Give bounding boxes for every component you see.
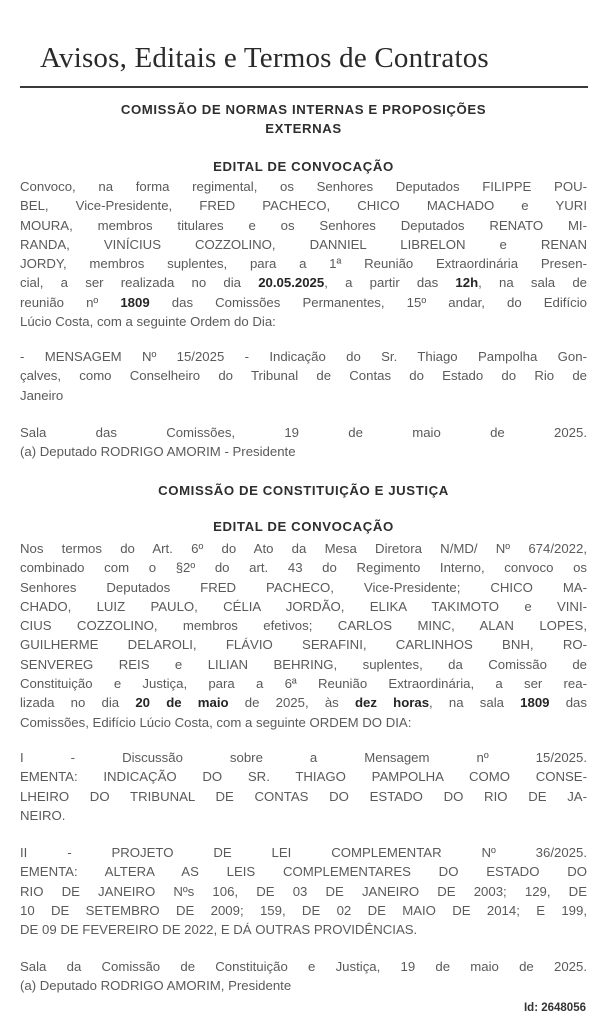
text-line bbox=[20, 481, 587, 500]
edital-heading bbox=[20, 517, 587, 536]
text-line bbox=[20, 957, 587, 976]
text-line bbox=[20, 196, 587, 215]
bold-text: 20 de maio bbox=[135, 695, 229, 711]
text-segment: - MENSAGEM Nº 15/2025 - Indicação do Sr. Thiago Pampolha Gon- bbox=[20, 349, 587, 364]
committee-heading bbox=[20, 481, 587, 500]
text-segment: JORDY, membros suplentes, para a 1ª Reunião Extraordinária Presen- bbox=[20, 256, 587, 272]
text-segment: Sala da Comissão de Constituição e Justiça, 19 de maio de 2025. bbox=[20, 959, 587, 974]
bold-text: 1809 bbox=[520, 695, 550, 711]
text-line bbox=[20, 616, 587, 635]
text-segment: EMENTA: ALTERA AS LEIS COMPLEMENTARES DO ESTADO DO bbox=[20, 864, 587, 880]
text-line bbox=[20, 882, 587, 901]
text-segment: SENVEREG REIS e LILIAN BEHRING, suplentes, da Comissão de bbox=[20, 656, 587, 672]
text-line bbox=[20, 767, 587, 786]
agenda-item bbox=[20, 748, 587, 825]
document-id: Id: 2648056 bbox=[523, 1002, 586, 1014]
text-segment: Nos termos do Art. 6º do Ato da Mesa Diretora N/MD/ Nº 674/2022, bbox=[20, 541, 587, 556]
convocation-text bbox=[20, 539, 587, 732]
text-segment: cial, a ser realizada no dia bbox=[20, 275, 259, 291]
signature bbox=[20, 957, 587, 996]
text-line bbox=[20, 100, 587, 119]
text-segment: LHEIRO DO TRIBUNAL DE CONTAS DO ESTADO DO RIO DE JA- bbox=[20, 788, 587, 804]
text-line bbox=[20, 119, 587, 138]
text-line bbox=[20, 635, 587, 654]
text-line bbox=[20, 235, 587, 254]
text-segment: reunião nº bbox=[20, 294, 121, 310]
text-line bbox=[20, 347, 587, 366]
text-segment: EDITAL DE CONVOCAÇÃO bbox=[213, 159, 394, 174]
text-segment: EMENTA: INDICAÇÃO DO SR. THIAGO PAMPOLHA COMO CONSE- bbox=[20, 769, 587, 785]
text-segment: , a partir das bbox=[324, 275, 456, 291]
text-segment: Janeiro bbox=[20, 387, 64, 403]
text-segment: das Comissões Permanentes, 15º andar, do Edifício bbox=[149, 294, 587, 310]
text-segment: combinado com o §2º do art. 43 do Regimento Interno, convoco os bbox=[20, 560, 587, 576]
text-line bbox=[20, 693, 587, 712]
text-segment: 10 DE SETEMBRO DE 2009; 159, DE 02 DE MAIO DE 2014; E 199, bbox=[20, 902, 587, 918]
text-line bbox=[20, 843, 587, 862]
agenda-item bbox=[20, 843, 587, 939]
text-segment: DE 09 DE FEVEREIRO DE 2022, E DÁ OUTRAS PROVIDÊNCIAS. bbox=[20, 922, 418, 938]
text-segment: lizada no dia bbox=[20, 695, 136, 711]
text-line bbox=[20, 423, 587, 442]
agenda-item bbox=[20, 347, 587, 405]
text-segment: (a) Deputado RODRIGO AMORIM - Presidente bbox=[20, 444, 296, 460]
text-segment: Comissões, Edifício Lúcio Costa, com a seguinte ORDEM DO DIA: bbox=[20, 714, 412, 730]
text-line bbox=[20, 254, 587, 273]
text-segment: I - Discussão sobre a Mensagem nº 15/2025. bbox=[20, 750, 587, 765]
bold-text: 1809 bbox=[120, 294, 150, 310]
text-line bbox=[20, 976, 587, 995]
title-divider bbox=[20, 86, 588, 88]
convocation-text bbox=[20, 177, 587, 331]
text-segment: II - PROJETO DE LEI COMPLEMENTAR Nº 36/2025. bbox=[20, 845, 587, 860]
section-title: Avisos, Editais e Termos de Contratos bbox=[40, 42, 489, 74]
text-segment: COMISSÃO DE NORMAS INTERNAS E PROPOSIÇÕES bbox=[120, 102, 487, 117]
text-line bbox=[20, 713, 587, 732]
edital-heading bbox=[20, 157, 587, 176]
text-line bbox=[20, 216, 587, 235]
text-segment: CIUS COZZOLINO, membros efetivos; CARLOS MINC, ALAN LOPES, bbox=[20, 618, 587, 634]
text-segment: Constituição e Justiça, para a 6ª Reunião Extraordinária, a ser rea- bbox=[20, 676, 587, 692]
text-line bbox=[20, 748, 587, 767]
text-line bbox=[20, 273, 587, 292]
text-line bbox=[20, 920, 587, 939]
bold-text: dez horas bbox=[354, 695, 430, 711]
text-segment: RIO DE JANEIRO Nºs 106, DE 03 DE JANEIRO DE 2003; 129, DE bbox=[20, 883, 587, 899]
text-segment: Lúcio Costa, com a seguinte Ordem do Dia: bbox=[20, 314, 276, 330]
text-line bbox=[20, 312, 587, 331]
text-segment: GUILHERME DELAROLI, FLÁVIO SERAFINI, CARLINHOS BNH, RO- bbox=[20, 637, 587, 653]
text-segment: , na sala de bbox=[478, 275, 587, 291]
text-segment: COMISSÃO DE CONSTITUIÇÃO E JUSTIÇA bbox=[158, 483, 449, 498]
text-segment: Convoco, na forma regimental, os Senhores Deputados FILIPPE POU- bbox=[20, 179, 587, 194]
text-segment: MOURA, membros titulares e os Senhores Deputados RENATO MI- bbox=[20, 217, 587, 233]
text-line bbox=[20, 901, 587, 920]
text-segment: das bbox=[549, 695, 587, 711]
text-line bbox=[20, 578, 587, 597]
text-segment: BEL, Vice-Presidente, FRED PACHECO, CHICO MACHADO e YURI bbox=[20, 198, 587, 214]
signature bbox=[20, 423, 587, 462]
text-line bbox=[20, 386, 587, 405]
text-segment: RANDA, VINÍCIUS COZZOLINO, DANNIEL LIBRELON e RENAN bbox=[20, 236, 587, 252]
text-line bbox=[20, 597, 587, 616]
text-segment: EXTERNAS bbox=[265, 121, 342, 137]
text-line bbox=[20, 787, 587, 806]
text-segment: , na sala bbox=[429, 695, 521, 711]
text-segment: çalves, como Conselheiro do Tribunal de Contas do Estado do Rio de bbox=[20, 368, 587, 384]
text-line bbox=[20, 293, 587, 312]
text-segment: EDITAL DE CONVOCAÇÃO bbox=[213, 519, 394, 534]
text-line bbox=[20, 655, 587, 674]
text-line bbox=[20, 177, 587, 196]
text-line bbox=[20, 517, 587, 536]
text-line bbox=[20, 539, 587, 558]
text-segment: Senhores Deputados FRED PACHECO, Vice-Presidente; CHICO MA- bbox=[20, 579, 587, 595]
text-segment: (a) Deputado RODRIGO AMORIM, Presidente bbox=[20, 978, 292, 994]
text-segment: NEIRO. bbox=[20, 807, 66, 823]
bold-text: 12h bbox=[455, 275, 479, 291]
text-line bbox=[20, 674, 587, 693]
text-line bbox=[20, 806, 587, 825]
text-line bbox=[20, 558, 587, 577]
text-segment: de 2025, às bbox=[228, 695, 355, 711]
text-line bbox=[20, 157, 587, 176]
text-segment: CHADO, LUIZ PAULO, CÉLIA JORDÃO, ELIKA TAKIMOTO e VINI- bbox=[20, 598, 587, 614]
text-line bbox=[20, 862, 587, 881]
committee-heading bbox=[20, 100, 587, 139]
text-line bbox=[20, 442, 587, 461]
bold-text: 20.05.2025 bbox=[258, 275, 325, 291]
text-line bbox=[20, 366, 587, 385]
text-segment: Sala das Comissões, 19 de maio de 2025. bbox=[20, 425, 587, 440]
